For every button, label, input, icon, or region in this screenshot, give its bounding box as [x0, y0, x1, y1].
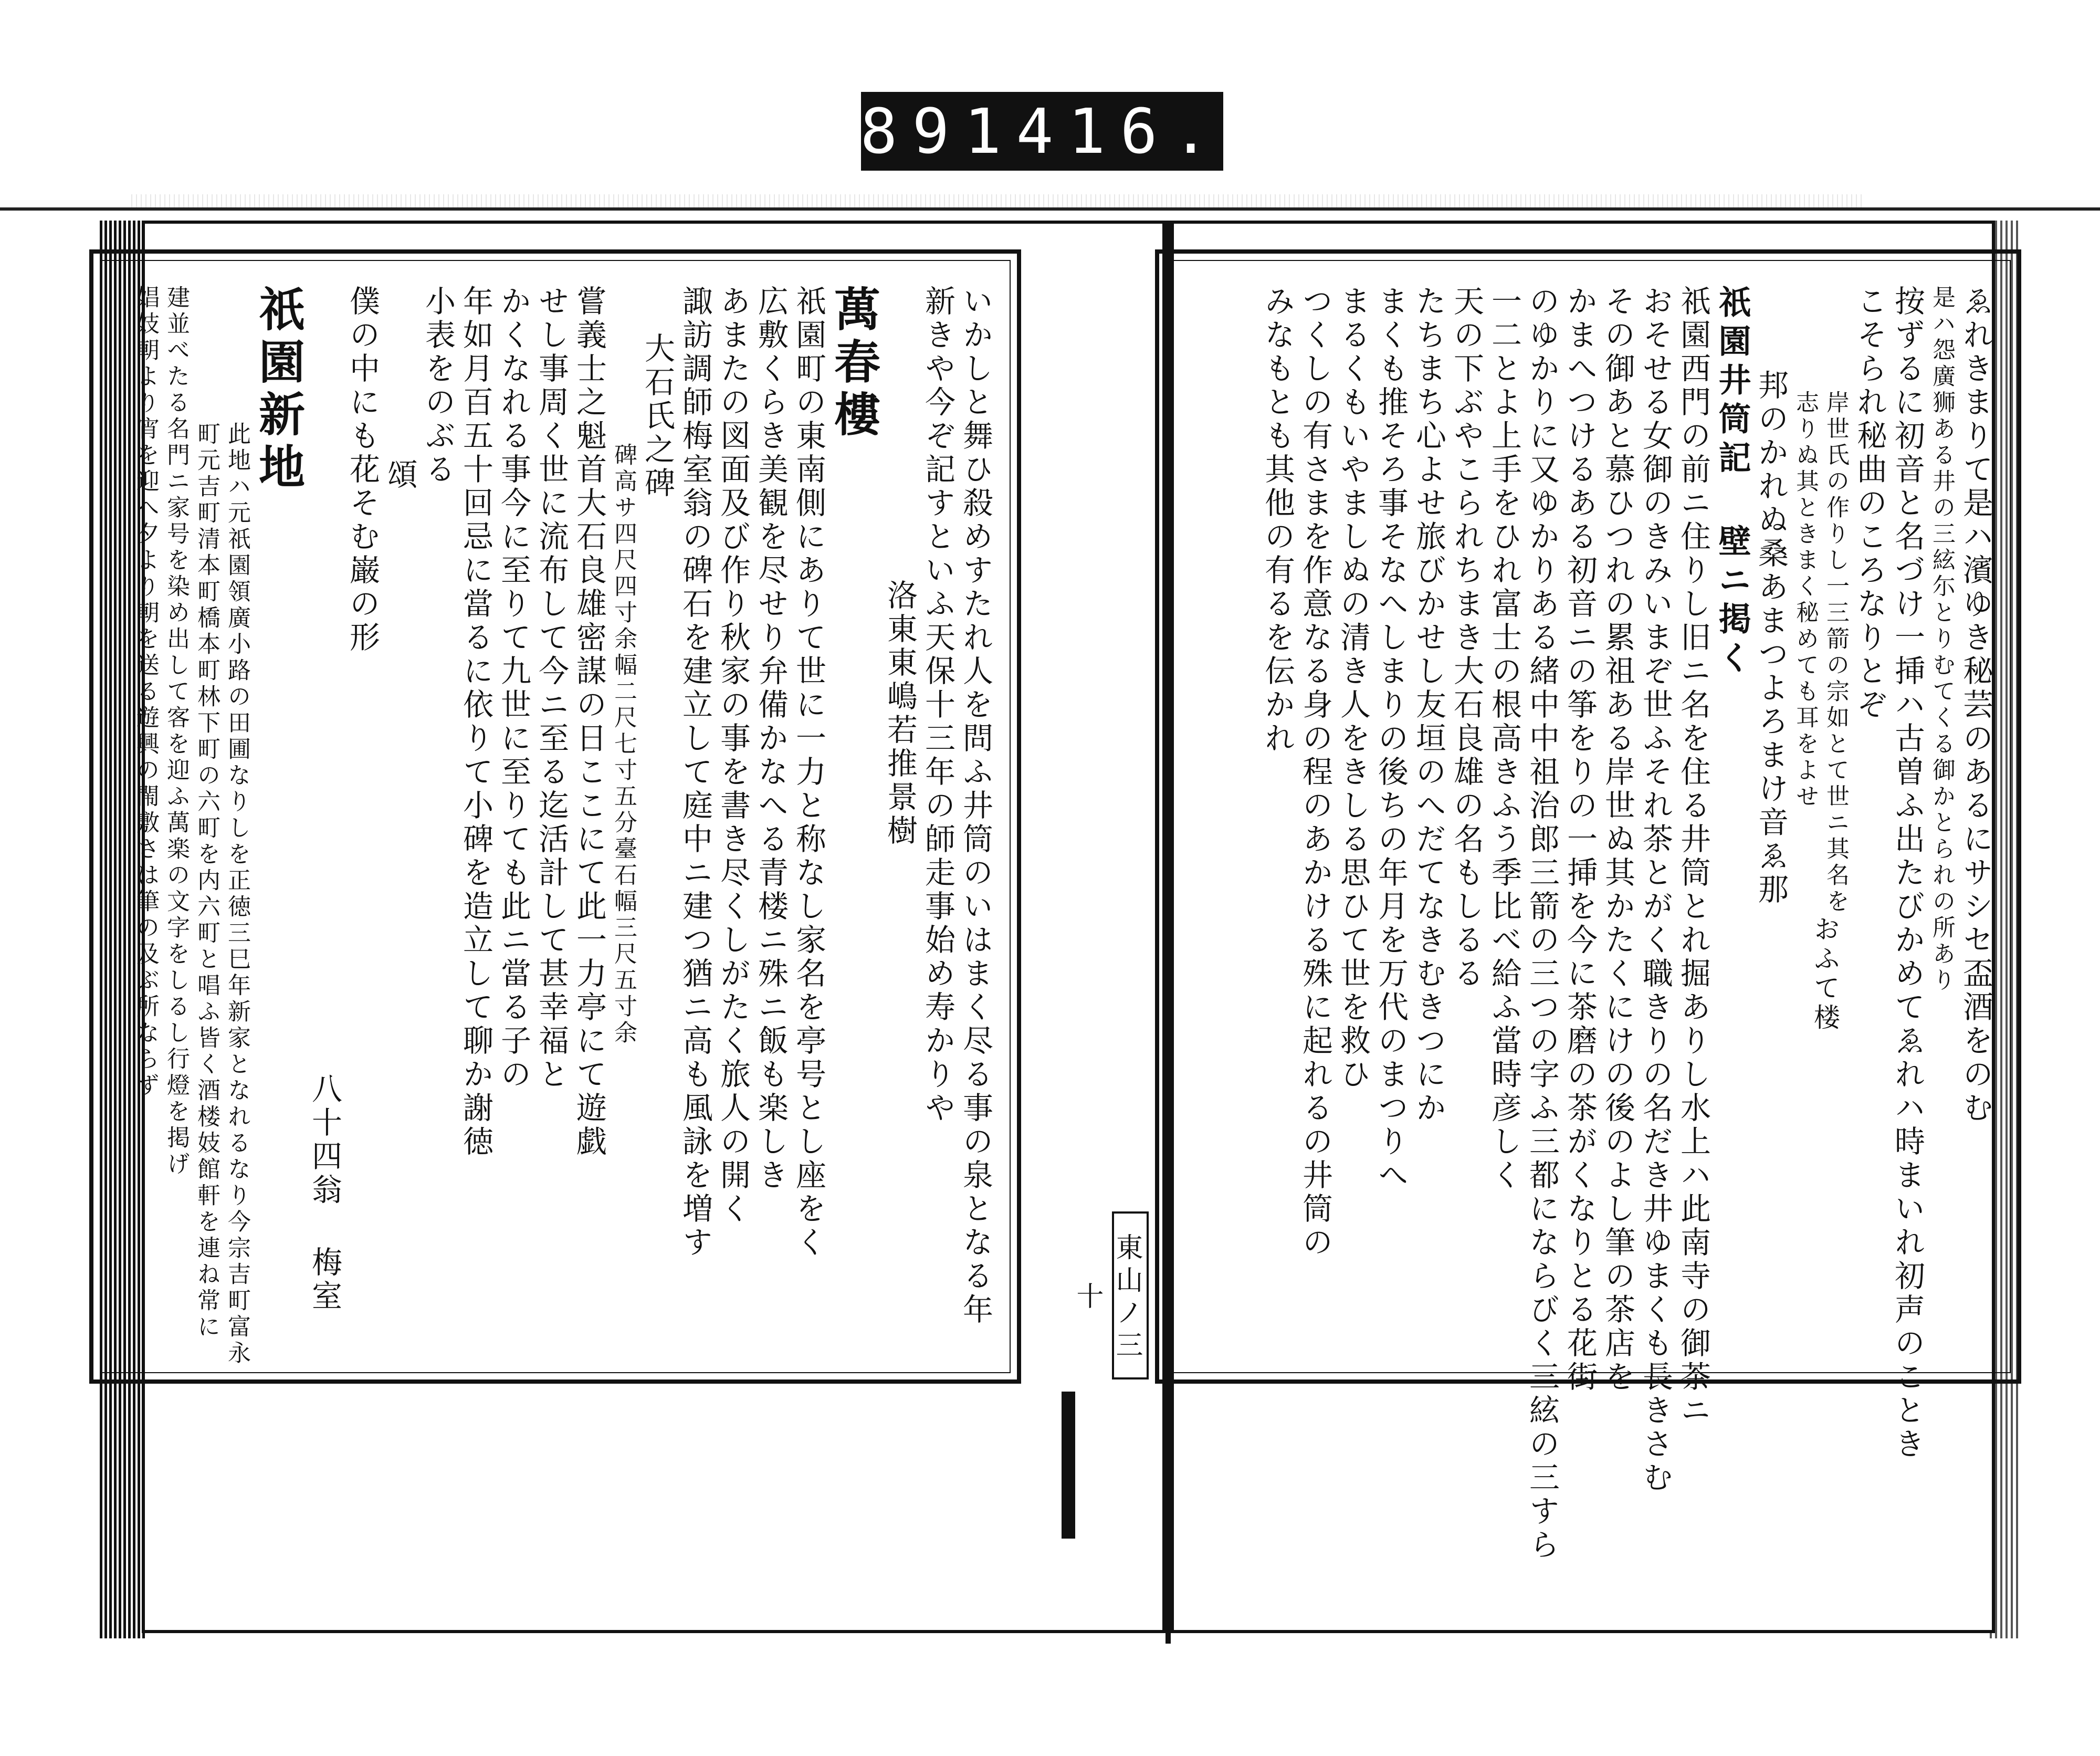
left-line-7: あまたの図面及び作り秋家の事を書き尽くしがたく旅人の開く — [715, 285, 751, 1226]
right-line-12: かまへつけるある初音ニの筝をりの一挿を今に茶磨の茶がくなりとる花街 — [1562, 285, 1598, 1394]
right-line-6: 志りぬ其ときまく秘めても耳をよせ — [1792, 390, 1819, 810]
left-line-23: 娼妓朝より宵を迎へ夕より朝を送る遊興の閙敷さは筆の及ぶ所ならず — [132, 285, 159, 1099]
left-line-16: 頌 — [382, 458, 418, 492]
right-line-11: その御あと慕ひつれの累祖ある岸世ぬ其かたくにけの後のよし筆の茶店を — [1600, 285, 1635, 1394]
right-text-frame — [1072, 249, 2021, 1562]
catalog-number-label — [861, 92, 1223, 171]
right-line-3: 按ずるに初音と名づけ一挿ハ古曽ふ出たびかめてゑれハ時まいれ初声のことき — [1889, 285, 1925, 1461]
left-heading-manshunro: 萬春樓 — [827, 285, 881, 443]
left-line-12: せし事周く世に流布して今ニ至る迄活計して甚幸福と — [533, 285, 569, 1092]
left-line-1: いかしと舞ひ殺めすたれ人を問ふ井筒のいはまく尽る事の泉となる年 — [958, 285, 993, 1327]
left-text-columns — [114, 285, 993, 1367]
right-line-15: 天の下ぶやこられちまき大石良雄の名もしるる — [1448, 285, 1484, 991]
left-line-6: 広敷くらき美観を尽せり弁備かなへる青楼ニ殊ニ飯も楽しき — [753, 285, 789, 1193]
catalog-number-part-2: 416. — [1016, 95, 1224, 168]
right-line-14: 一二とよ上手をひれ富士の根高きふう季比べ給ふ當時彦しく — [1486, 285, 1522, 1193]
scan-top-edge — [0, 207, 2100, 211]
scan-edge-noise — [131, 194, 1864, 209]
left-heading-gion-shinchi: 祇園新地 — [251, 285, 306, 495]
right-line-1: ゑれきまりて是ハ濱ゆき秘芸のあるにサシセ盃酒をのむ — [1958, 285, 1993, 1125]
right-text-columns — [1180, 285, 1993, 1562]
left-line-18: 八十四翁 梅室 — [307, 1073, 342, 1313]
right-signature: おふて楼 — [1810, 915, 1840, 1033]
left-line-22: 建並べたる名門ニ家号を染め出して客を迎ふ萬楽の文字をしるし行燈を掲げ — [163, 285, 190, 1178]
right-line-5: 岸世氏の作りし一三箭の宗如とて世ニ其名を — [1822, 390, 1849, 915]
left-line-5: 祇園町の東南側にありて世に一力と称なし家名を亭号とし座をく — [791, 285, 826, 1260]
right-line-19: つくしの有さまを作意なる身の程のあかける殊に起れるの井筒の — [1297, 285, 1333, 1260]
left-line-9: 大石氏之碑 — [639, 332, 675, 500]
right-line-16: たちまち心よせ旅びかせし友垣のへだてなきむきつにか — [1411, 285, 1446, 1125]
right-line-9: 祇園西門の前ニ住りし旧ニ名を住る井筒とれ掘ありし水上ハ此南寺の御茶ニ — [1675, 285, 1711, 1428]
right-line-2: 是ハ怨廣狮ある井の三絃尓とりむてくる御かとられの所あり — [1928, 285, 1955, 994]
folio-label: 東山ノ三十 — [1112, 1211, 1149, 1379]
left-line-17: 僕の中にも花そむ巌の形 — [344, 285, 380, 655]
left-text-frame — [89, 249, 1021, 1384]
catalog-number-part-1: 891 — [860, 95, 1016, 168]
left-line-3: 洛東東嶋若推景樹 — [882, 579, 918, 848]
right-line-4: こそられ秘曲のころなりとぞ — [1852, 285, 1887, 722]
left-line-10: 碑高サ四尺四寸余幅二尺七寸五分臺石幅三尺五寸余 — [610, 443, 637, 1047]
left-line-15: 小表をのぶる — [420, 285, 456, 487]
right-line-10: おそせる女御のきみいまぞ世ふそれ茶とがく職きりの名だき井ゆまくも長きさむ — [1637, 285, 1673, 1495]
right-line-7: 邦のかれぬ桑あまつよろまけ音ゑ那 — [1753, 369, 1789, 907]
spine-tab — [1062, 1392, 1075, 1539]
left-line-11: 嘗義士之魁首大石良雄密謀の日ここにて此一力亭にて遊戯 — [571, 285, 607, 1159]
right-heading-izutsu: 祇園井筒記 壁ニ掲く — [1713, 285, 1751, 680]
left-line-14: 年如月百五十回忌に當るに依りて小碑を造立して聊か謝徳 — [458, 285, 494, 1159]
right-line-17: まくも推そろ事そなへしまりの後ちの年月を万代のまつりへ — [1373, 285, 1409, 1193]
left-line-2: 新きや今ぞ記すといふ天保十三年の師走事始め寿かりや — [920, 285, 956, 1125]
right-line-20: みなもとも其他の有るを伝かれ — [1259, 285, 1295, 756]
right-line-18: まるくもいやましぬの清き人をきしる思ひて世を救ひ — [1335, 285, 1371, 1092]
left-line-20: 此地ハ元祇園領廣小路の田圃なりしを正徳三巳年新家となれるなり今宗吉町富永 — [224, 422, 250, 1367]
left-line-21: 町元吉町清本町橋本町林下町の六町を内六町と唱ふ皆く酒楼妓館軒を連ね常に — [193, 422, 220, 1341]
right-line-13: のゆかりに又ゆかりある緒中中祖治郎三箭の三つの字ふ三都にならびく三絃の三すら — [1524, 285, 1560, 1562]
left-line-13: かくなれる事今に至りて九世に至りても此ニ當る子の — [496, 285, 531, 1092]
left-line-8: 諏訪調師梅室翁の碑石を建立して庭中ニ建つ猶ニ高も風詠を増す — [677, 285, 713, 1260]
